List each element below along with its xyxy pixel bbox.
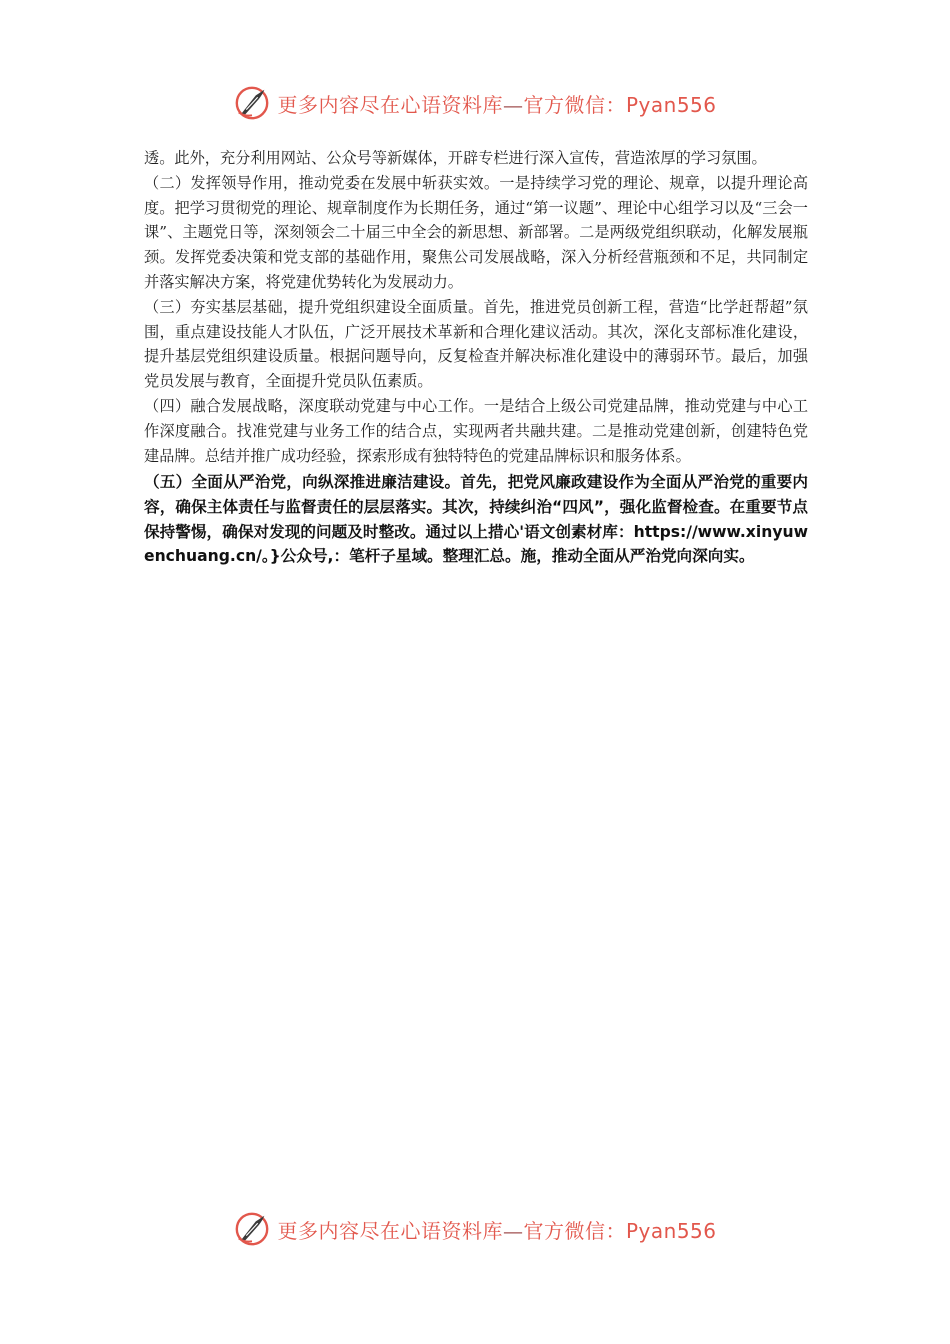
footer-banner (0, 1210, 950, 1248)
footer-banner-dash: — (502, 1218, 524, 1243)
header-banner-text (277, 89, 716, 118)
paragraph-section-2: （二）发挥领导作用，推动党委在发展中斩获实效。一是持续学习党的理论、规章，以提升理论高度。把学习贯彻党的理论、规章制度作为长期任务，通过“第一议题”、理论中心组学习以及“三会一课”、主题党日等，深刻领会二十届三中全会的新思想、新部署。二是两级党组织联动，化解发展瓶颈。发挥党委决策和党支部的基础作用，聚焦公司发展战略，深入分析经营瓶颈和不足，共同制定并落实解决方案，将党建优势转化为发展动力。 (144, 173, 808, 291)
footer-banner-main: 更多内容尽在心语资料库 (277, 1218, 503, 1243)
paragraph-section-3: （三）夯实基层基础，提升党组织建设全面质量。首先，推进党员创新工程，营造“比学赶帮超”氛围，重点建设技能人才队伍，广泛开展技术革新和合理化建议活动。其次，深化支部标准化建设，提升基层党组织建设质量。根据问题导向，反复检查并解决标准化建设中的薄弱环节。最后，加强党员发展与教育，全面提升党员队伍素质。 (144, 297, 808, 391)
header-banner-dash: — (502, 92, 524, 117)
footer-banner-inner (233, 1210, 716, 1248)
header-banner-wechat-label: 官方微信： (523, 92, 626, 117)
header-banner-wechat-id: Pyan556 (625, 92, 717, 117)
footer-banner-wechat-label: 官方微信： (523, 1218, 626, 1243)
paragraph-intro-continuation: 透。此外，充分利用网站、公众号等新媒体，开辟专栏进行深入宣传，营造浓厚的学习氛围。 (144, 149, 767, 167)
header-banner-inner (233, 84, 716, 122)
quill-pen-logo-icon (233, 84, 271, 122)
document-body (144, 146, 808, 569)
paragraph-section-4: （四）融合发展战略，深度联动党建与中心工作。一是结合上级公司党建品牌，推动党建与中心工作深度融合。找准党建与业务工作的结合点，实现两者共融共建。二是推动党建创新，创建特色党建品牌。总结并推广成功经验，探索形成有独特特色的党建品牌标识和服务体系。 (144, 396, 808, 465)
paragraph-section-5: （五）全面从严治党，向纵深推进廉洁建设。首先，把党风廉政建设作为全面从严治党的重要内容，确保主体责任与监督责任的层层落实。其次，持续纠治“四风”，强化监督检查。在重要节点保持警惕，确保对发现的问题及时整改。通过以上措心'语文创素材库：https://www.xinyuwenchuang.cn/。}公众号,：笔杆子星域。整理汇总。施，推动全面从严治党向深向实。 (144, 473, 808, 566)
header-banner (0, 84, 950, 122)
quill-pen-logo-icon (233, 1210, 271, 1248)
footer-banner-text (277, 1215, 716, 1244)
header-banner-main: 更多内容尽在心语资料库 (277, 92, 503, 117)
footer-banner-wechat-id: Pyan556 (625, 1218, 717, 1243)
